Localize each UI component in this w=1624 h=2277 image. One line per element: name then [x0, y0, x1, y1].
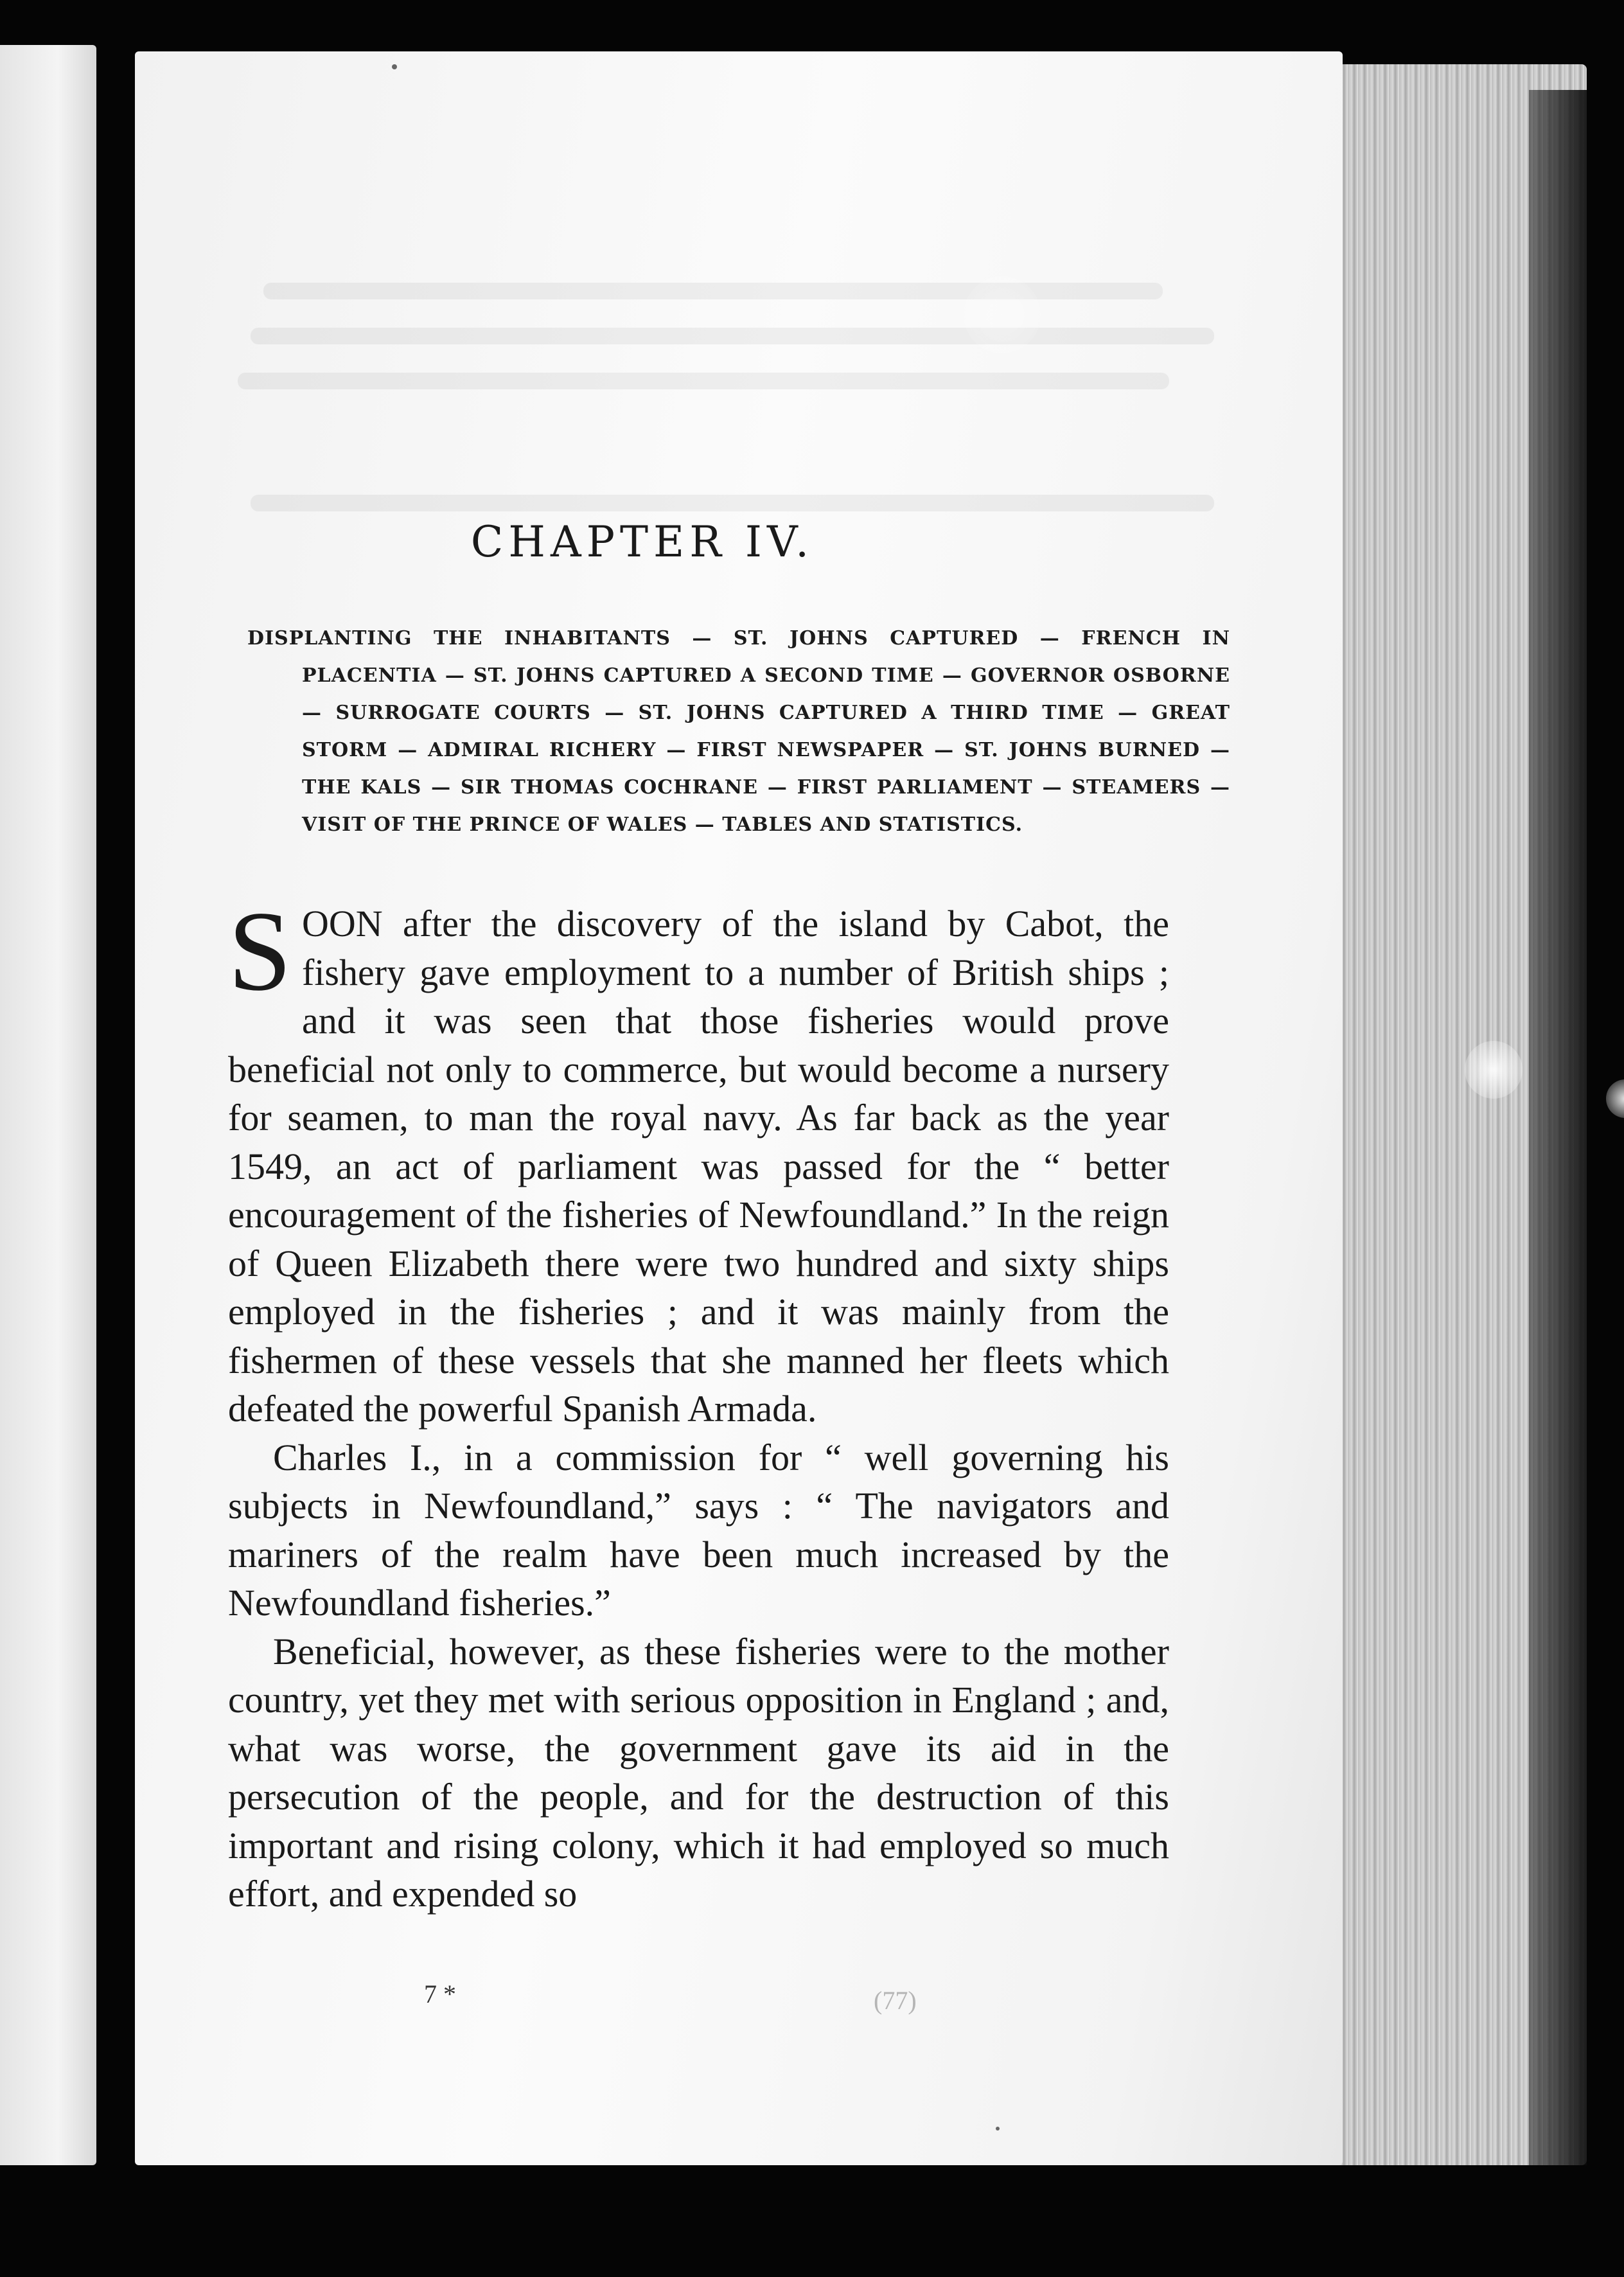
book-edge-shadow [1529, 90, 1587, 2165]
paper-speck [392, 64, 397, 69]
bleed-through [251, 328, 1214, 344]
signature-mark: 7 * [424, 1980, 456, 2008]
drop-cap: S [228, 887, 292, 1014]
paper-speck [996, 2127, 1000, 2131]
body-text [228, 887, 1169, 1918]
paragraph-1-text: OON after the discovery of the island by Cabot, the fishery gave employment to a number of British ships ; and it was seen that those fisheries would prove beneficial not only to commerce, but would become a nursery for seamen, to man the royal navy. As far back as the year 1549, an act of parliament was passed for the “ better encouragement of the fisheries of Newfoundland.” In the reign of Queen Elizabeth there were two hundred and sixty ships employed in the fisheries ; and it was mainly from the fishermen of these vessels that she manned her fleets which defeated the powerful Spanish Armada. [228, 903, 1169, 1430]
light-glare [1465, 1041, 1522, 1099]
chapter-synopsis: DISPLANTING THE INHABITANTS — ST. JOHNS CAPTURED — FRENCH IN PLACENTIA — ST. JOHNS CAPTURED A SECOND TIME — GOVERNOR OSBORNE — SURROGATE COURTS — ST. JOHNS CAPTURED A THIRD TIME — GREAT STORM — ADMIRAL RICHERY — FIRST NEWSPAPER — ST. JOHNS BURNED — THE KALS — SIR THOMAS COCHRANE — FIRST PARLIAMENT — STEAMERS — VISIT OF THE PRINCE OF WALES — TABLES AND STATISTICS. [247, 627, 1230, 836]
bleed-through [238, 373, 1169, 389]
paragraph-2: Charles I., in a commission for “ well governing his subjects in Newfoundland,” says : “ The navigators and mariners of the realm have been much increased by the Newfoundland fisheries.” [228, 1436, 1169, 1624]
bleed-through [251, 495, 1214, 511]
page-number: (77) [874, 1986, 917, 2015]
light-glare [964, 276, 1041, 353]
paragraph-1 [228, 887, 1169, 1433]
paragraph-3: Beneficial, however, as these fisheries were to the mother country, yet they met with serious opposition in England ; and, what was worse, the government gave its aid in the persecution of the people, and for the destruction of this important and rising colony, which it had employed so much effort, and expended so [228, 1630, 1169, 1915]
facing-page-edge [0, 45, 96, 2165]
light-glare [1606, 1079, 1624, 1118]
chapter-title: CHAPTER IV. [470, 517, 815, 567]
